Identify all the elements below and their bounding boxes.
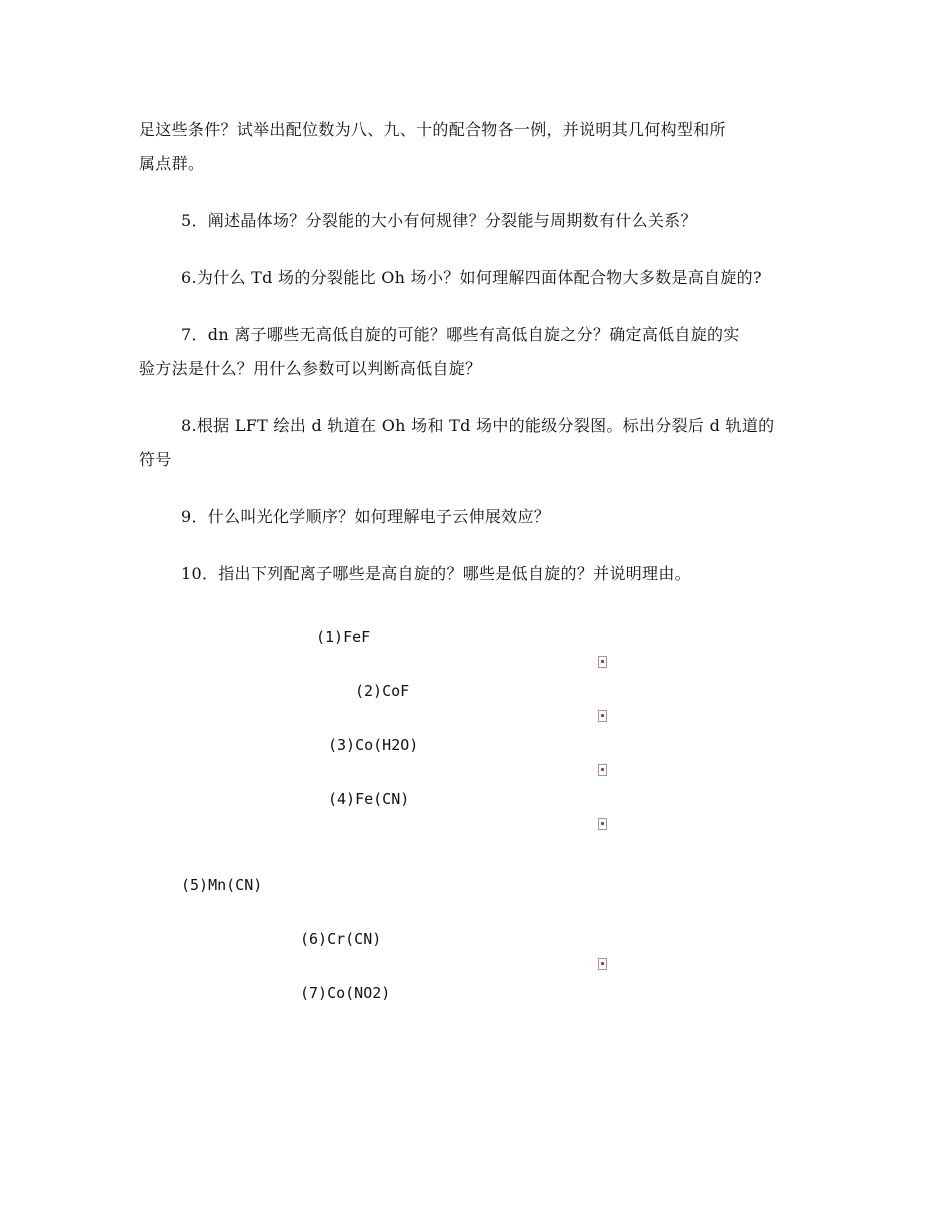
question-4-continued-line-2: 属点群。 [139,154,205,173]
formula-6: (6)Cr(CN) [300,930,382,948]
question-6: 6.为什么 Td 场的分裂能比 Oh 场小？如何理解四面体配合物大多数是高自旋的? [181,268,762,287]
formula-3: (3)Co(H2O) [328,736,419,754]
broken-image-icon [598,958,607,970]
formula-5: (5)Mn(CN) [181,876,263,894]
broken-image-icon [598,656,607,668]
question-5: 5．阐述晶体场？分裂能的大小有何规律？分裂能与周期数有什么关系？ [181,211,697,230]
broken-image-icon [598,764,607,776]
question-8-line-2: 符号 [139,450,172,469]
broken-image-icon [598,818,607,830]
question-7-line-2: 验方法是什么？用什么参数可以判断高低自旋？ [139,359,482,378]
formula-1: (1)FeF [316,628,371,646]
question-10: 10．指出下列配离子哪些是高自旋的？哪些是低自旋的？并说明理由。 [181,564,691,583]
question-7-line-1: 7．dn 离子哪些无高低自旋的可能？哪些有高低自旋之分？确定高低自旋的实 [181,325,740,344]
broken-image-icon [598,710,607,722]
question-4-continued-line-1: 足这些条件？试举出配位数为八、九、十的配合物各一例，并说明其几何构型和所 [139,120,726,139]
formula-4: (4)Fe(CN) [328,790,410,808]
question-8-line-1: 8.根据 LFT 绘出 d 轨道在 Oh 场和 Td 场中的能级分裂图。标出分裂后 d 轨道的 [181,416,775,435]
question-9: 9．什么叫光化学顺序？如何理解电子云伸展效应？ [181,507,551,526]
formula-7: (7)Co(NO2) [300,984,391,1002]
formula-2: (2)CoF [355,682,410,700]
